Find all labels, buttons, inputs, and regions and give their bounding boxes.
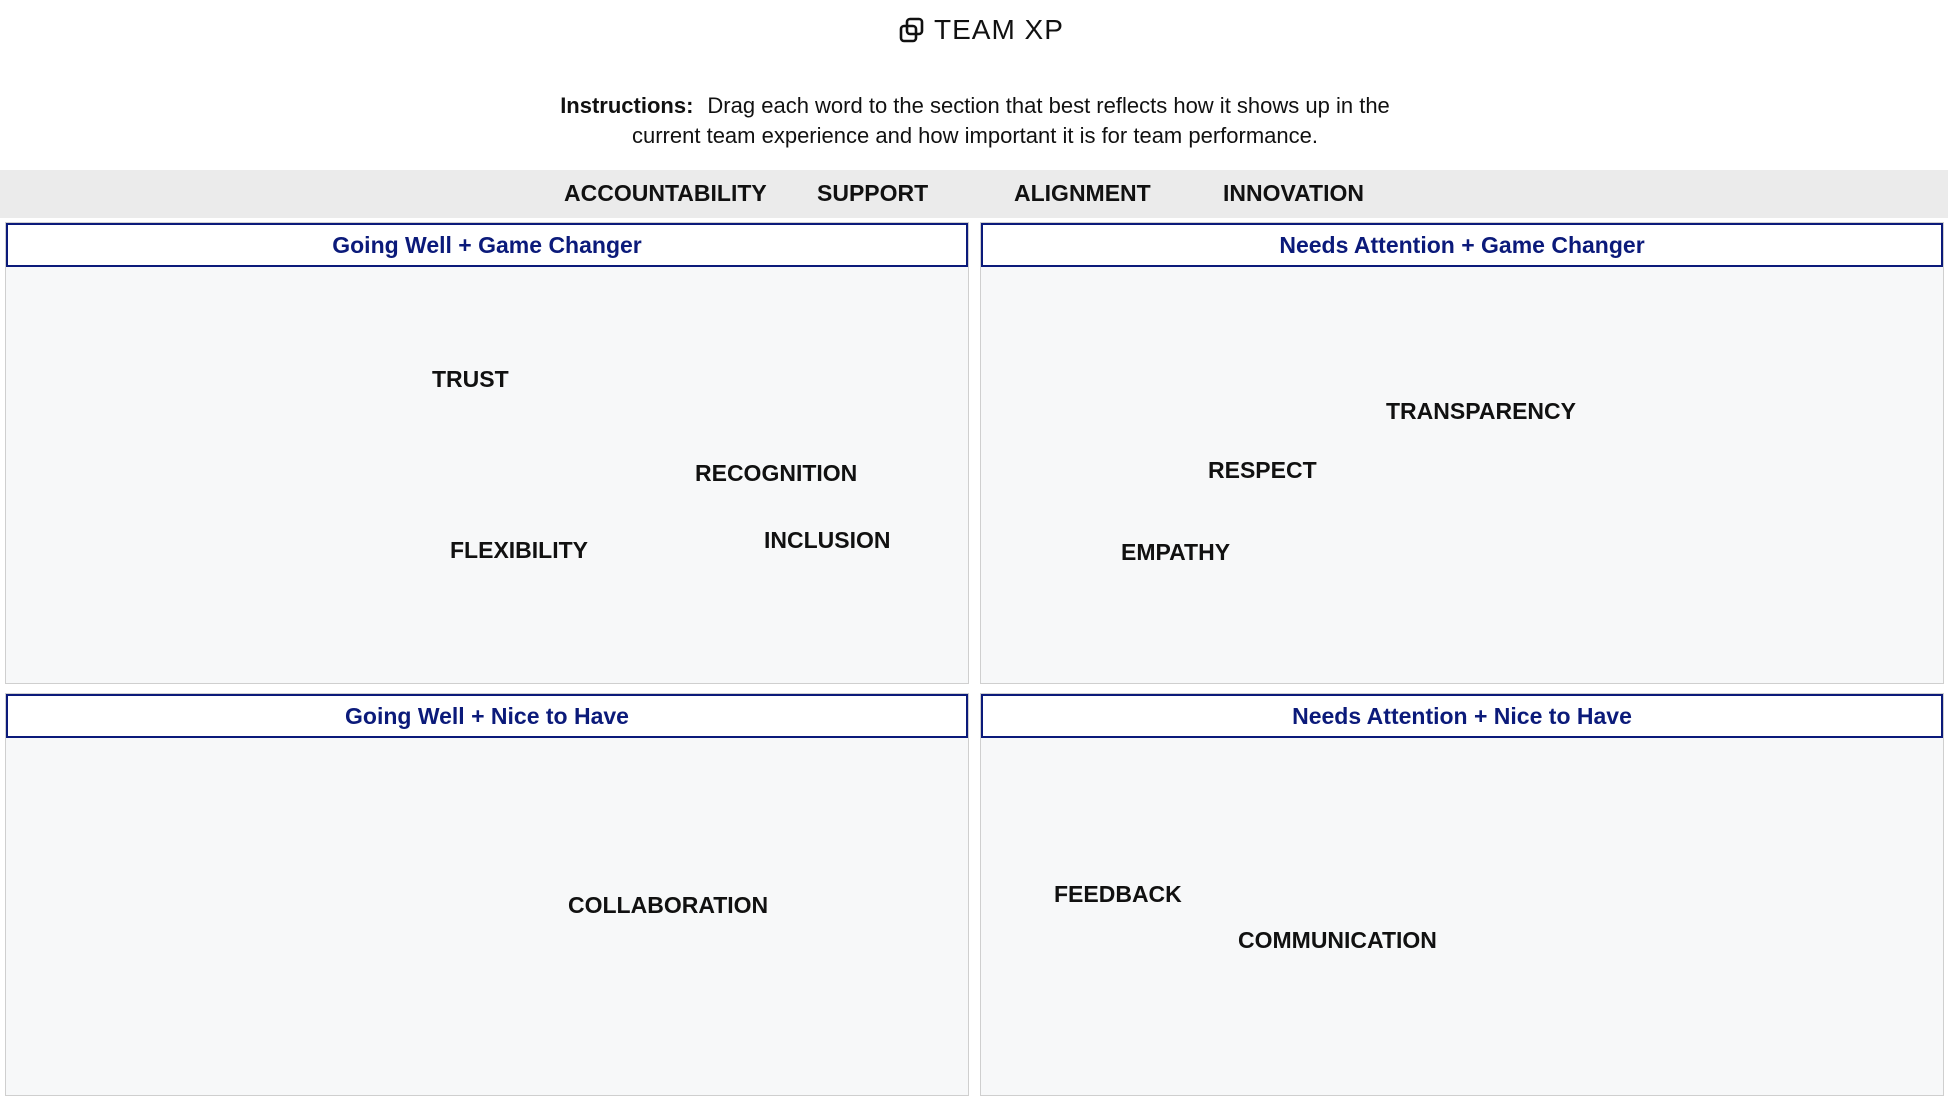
team-xp-logo: [898, 14, 1064, 46]
word-card[interactable]: TRUST: [432, 366, 509, 392]
quadrant-title: Needs Attention + Nice to Have: [981, 694, 1943, 738]
word-card[interactable]: RECOGNITION: [695, 460, 858, 486]
word-card[interactable]: COMMUNICATION: [1238, 927, 1437, 953]
word-card[interactable]: SUPPORT: [817, 180, 929, 206]
word-card[interactable]: FLEXIBILITY: [450, 537, 588, 563]
quadrant-title: Going Well + Nice to Have: [6, 694, 968, 738]
app-header: [0, 0, 1948, 60]
instructions-text: Drag each word to the section that best reflects how it shows up in the current team experience and how important it is for team performance.: [632, 93, 1390, 148]
quadrant-needs-attention-game-changer[interactable]: [980, 222, 1944, 684]
quadrant-needs-attention-nice-to-have[interactable]: [980, 693, 1944, 1096]
word-card[interactable]: EMPATHY: [1121, 539, 1231, 565]
overlapping-squares-icon: [898, 16, 926, 44]
word-card[interactable]: INCLUSION: [764, 527, 891, 553]
word-card[interactable]: TRANSPARENCY: [1386, 398, 1576, 424]
word-bank[interactable]: [0, 170, 1948, 218]
instructions: [560, 91, 1390, 151]
word-card[interactable]: ALIGNMENT: [1014, 180, 1151, 206]
instructions-label: Instructions:: [560, 93, 694, 118]
word-card[interactable]: INNOVATION: [1223, 180, 1364, 206]
quadrant-going-well-nice-to-have[interactable]: [5, 693, 969, 1096]
logo-text: TEAM XP: [934, 14, 1064, 45]
word-card[interactable]: COLLABORATION: [568, 892, 769, 918]
word-card[interactable]: RESPECT: [1208, 457, 1317, 483]
quadrant-going-well-game-changer[interactable]: [5, 222, 969, 684]
quadrant-title: Needs Attention + Game Changer: [981, 223, 1943, 267]
quadrant-title: Going Well + Game Changer: [6, 223, 968, 267]
word-card[interactable]: ACCOUNTABILITY: [564, 180, 767, 206]
word-card[interactable]: FEEDBACK: [1054, 881, 1182, 907]
